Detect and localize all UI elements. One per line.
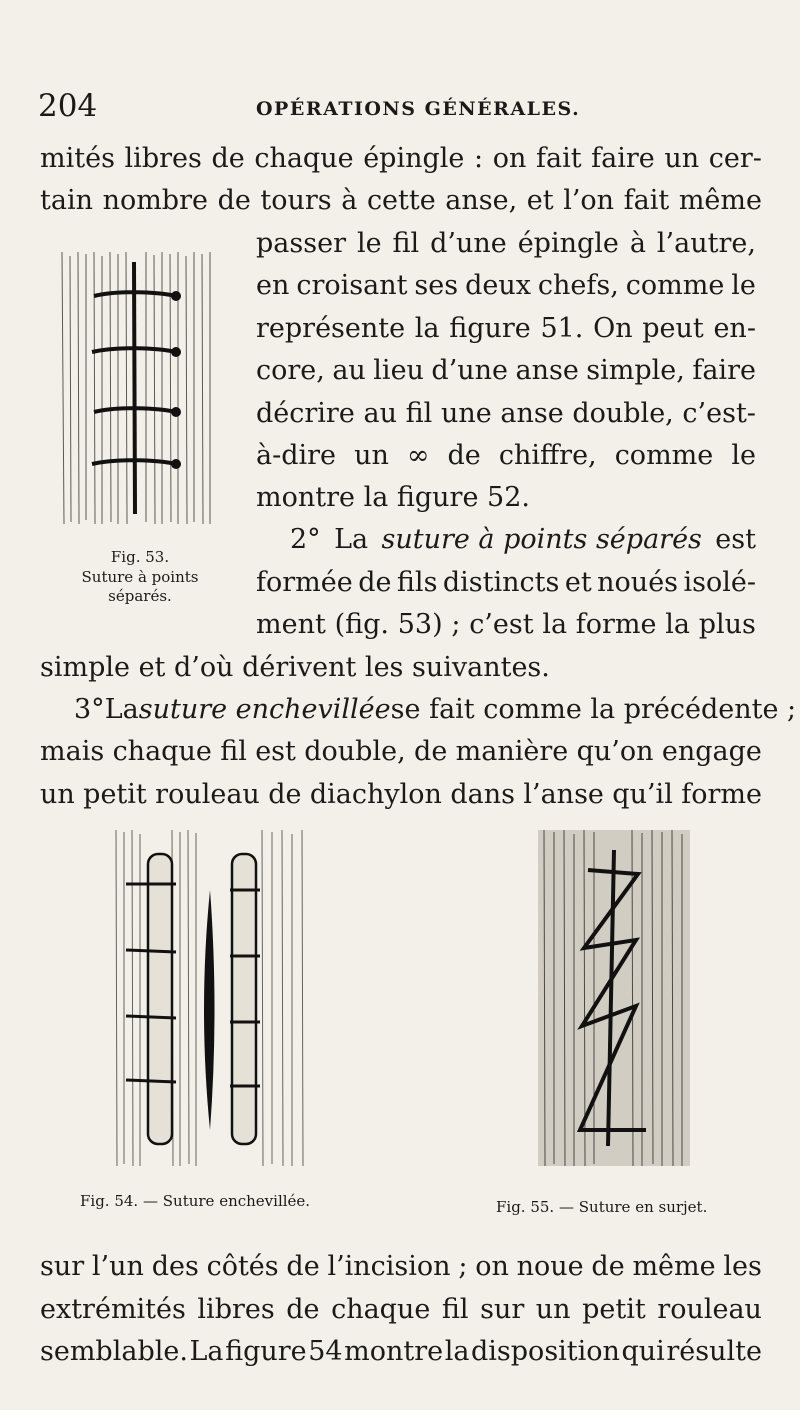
text-line: core, au lieu d’une anse simple, faire bbox=[256, 355, 756, 386]
text-line: à-dire un ∞ de chiffre, comme le bbox=[256, 440, 756, 471]
figure-55-caption: Fig. 55. — Suture en surjet. bbox=[496, 1198, 708, 1216]
text-line: mais chaque fil est double, de manière qu’on engage bbox=[40, 736, 762, 767]
running-title: OPÉRATIONS GÉNÉRALES. bbox=[256, 98, 581, 120]
text-line: sur l’un des côtés de l’incision ; on noue de même les bbox=[40, 1251, 762, 1282]
figure-55-illustration bbox=[538, 830, 690, 1166]
text-line: décrire au fil une anse double, c’est- bbox=[256, 398, 756, 429]
figure-53-illustration bbox=[58, 252, 218, 524]
text-line: en croisant ses deux chefs, comme le bbox=[256, 270, 756, 301]
figure-53-caption: Fig. 53. Suture à points séparés. bbox=[81, 548, 199, 605]
text-line: semblable. La figure 54 montre la disposition qui résulte bbox=[40, 1336, 762, 1367]
text-line: mités libres de chaque épingle : on fait faire un cer- bbox=[40, 143, 762, 174]
page-number: 204 bbox=[38, 88, 98, 124]
text-line: extrémités libres de chaque fil sur un petit rouleau bbox=[40, 1294, 762, 1325]
figure-54-illustration bbox=[112, 830, 308, 1166]
text-line: simple et d’où dérivent les suivantes. bbox=[40, 652, 550, 683]
text-line: un petit rouleau de diachylon dans l’anse qu’il forme bbox=[40, 779, 762, 810]
text-line: formée de fils distincts et noués isolé- bbox=[256, 567, 756, 598]
text-line: tain nombre de tours à cette anse, et l’on fait même bbox=[40, 185, 762, 216]
paragraph-2-opening: 2° La suture à points séparés est bbox=[290, 524, 756, 555]
figure-54-caption: Fig. 54. — Suture enchevillée. bbox=[80, 1192, 311, 1210]
text-line: représente la figure 51. On peut en- bbox=[256, 313, 756, 344]
paragraph-3-opening: 3° La suture enchevillée se fait comme la précédente ; bbox=[74, 694, 797, 725]
text-line: ment (fig. 53) ; c’est la forme la plus bbox=[256, 609, 756, 640]
text-line: passer le fil d’une épingle à l’autre, bbox=[256, 228, 756, 259]
text-line: montre la figure 52. bbox=[256, 482, 530, 513]
